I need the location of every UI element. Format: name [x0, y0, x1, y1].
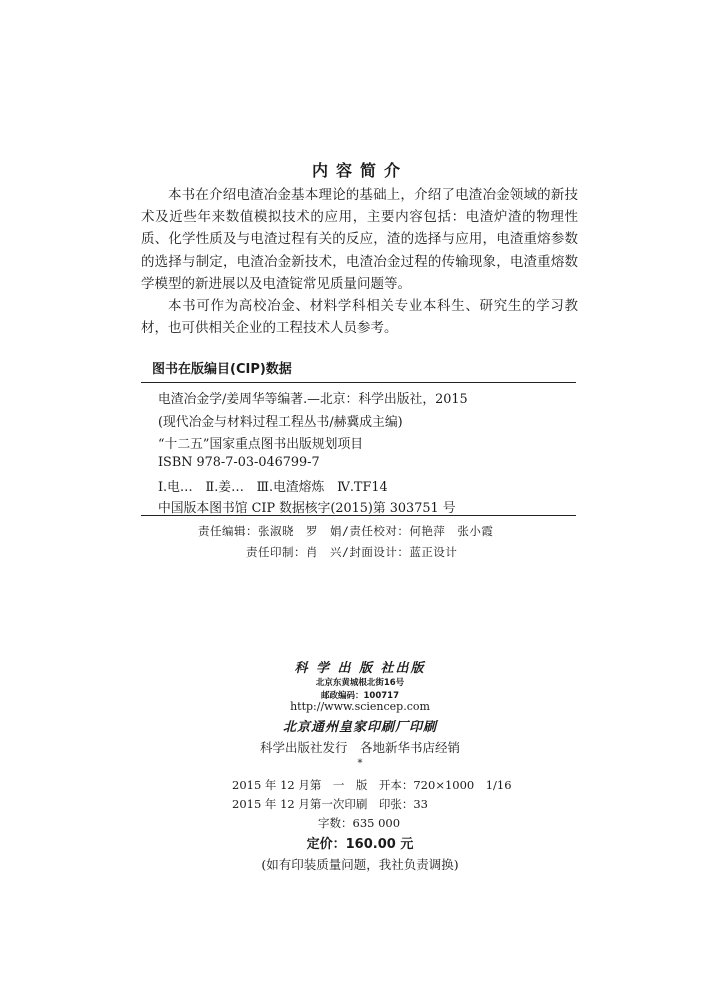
cip-heading: 图书在版编目(CIP)数据 [152, 362, 292, 377]
printer-name: 北京通州皇家印刷厂印刷 [282, 720, 437, 735]
cip-line: (现代冶金与材料过程工程丛书/赫冀成主编) [158, 415, 403, 430]
cip-line: ISBN 978-7-03-046799-7 [158, 455, 320, 470]
summary-title: 内容简介 [311, 161, 408, 180]
publisher-name: 科 学 出 版 社出版 [294, 661, 426, 676]
credits-editors: 责任编辑：张淑晓 罗 娟/责任校对：何艳萍 张小霞 [198, 524, 494, 538]
edition-line: 2015 年 12 月第一次印刷 印张：33 [232, 797, 428, 811]
cip-top-rule [141, 382, 576, 383]
edition-line: 2015 年 12 月第 一 版 开本：720×1000 1/16 [232, 778, 512, 792]
publisher-address: 北京东黄城根北街16号 [315, 678, 405, 688]
summary-paragraph: 本书可作为高校冶金、材料学科相关专业本科生、研究生的学习教材，也可供相关企业的工程技术人员参考。 [141, 298, 578, 337]
distribution-note: 科学出版社发行 各地新华书店经销 [259, 740, 460, 755]
cip-line: 电渣冶金学/姜周华等编著.—北京：科学出版社，2015 [158, 392, 468, 407]
cip-line: “十二五”国家重点图书出版规划项目 [158, 437, 364, 452]
publisher-postcode: 邮政编码：100717 [321, 691, 399, 701]
cip-bottom-rule [141, 515, 576, 516]
summary-text [141, 184, 578, 339]
price: 定价：160.00 元 [306, 837, 414, 852]
quality-notice: (如有印装质量问题，我社负责调换) [261, 857, 459, 872]
publisher-url: http://www.sciencep.com [290, 700, 430, 713]
cip-line: 中国版本图书馆 CIP 数据核字(2015)第 303751 号 [158, 501, 456, 516]
word-count: 字数：635 000 [318, 816, 401, 830]
separator-star: * [357, 758, 363, 769]
cip-line: Ⅰ.电… Ⅱ.姜… Ⅲ.电渣熔炼 Ⅳ.TF14 [158, 480, 388, 495]
summary-paragraph: 本书在介绍电渣冶金基本理论的基础上，介绍了电渣冶金领域的新技术及近些年来数值模拟技术的应用，主要内容包括：电渣炉渣的物理性质、化学性质及与电渣过程有关的反应，渣的选择与应用，电渣重熔参数的选择与制定，电渣冶金新技术，电渣冶金过程的传输现象，电渣重熔数学模型的新进展以及电渣锭常见质量问题等。 [141, 187, 578, 292]
credits-production: 责任印制：肖 兴/封面设计：蓝正设计 [246, 545, 458, 559]
